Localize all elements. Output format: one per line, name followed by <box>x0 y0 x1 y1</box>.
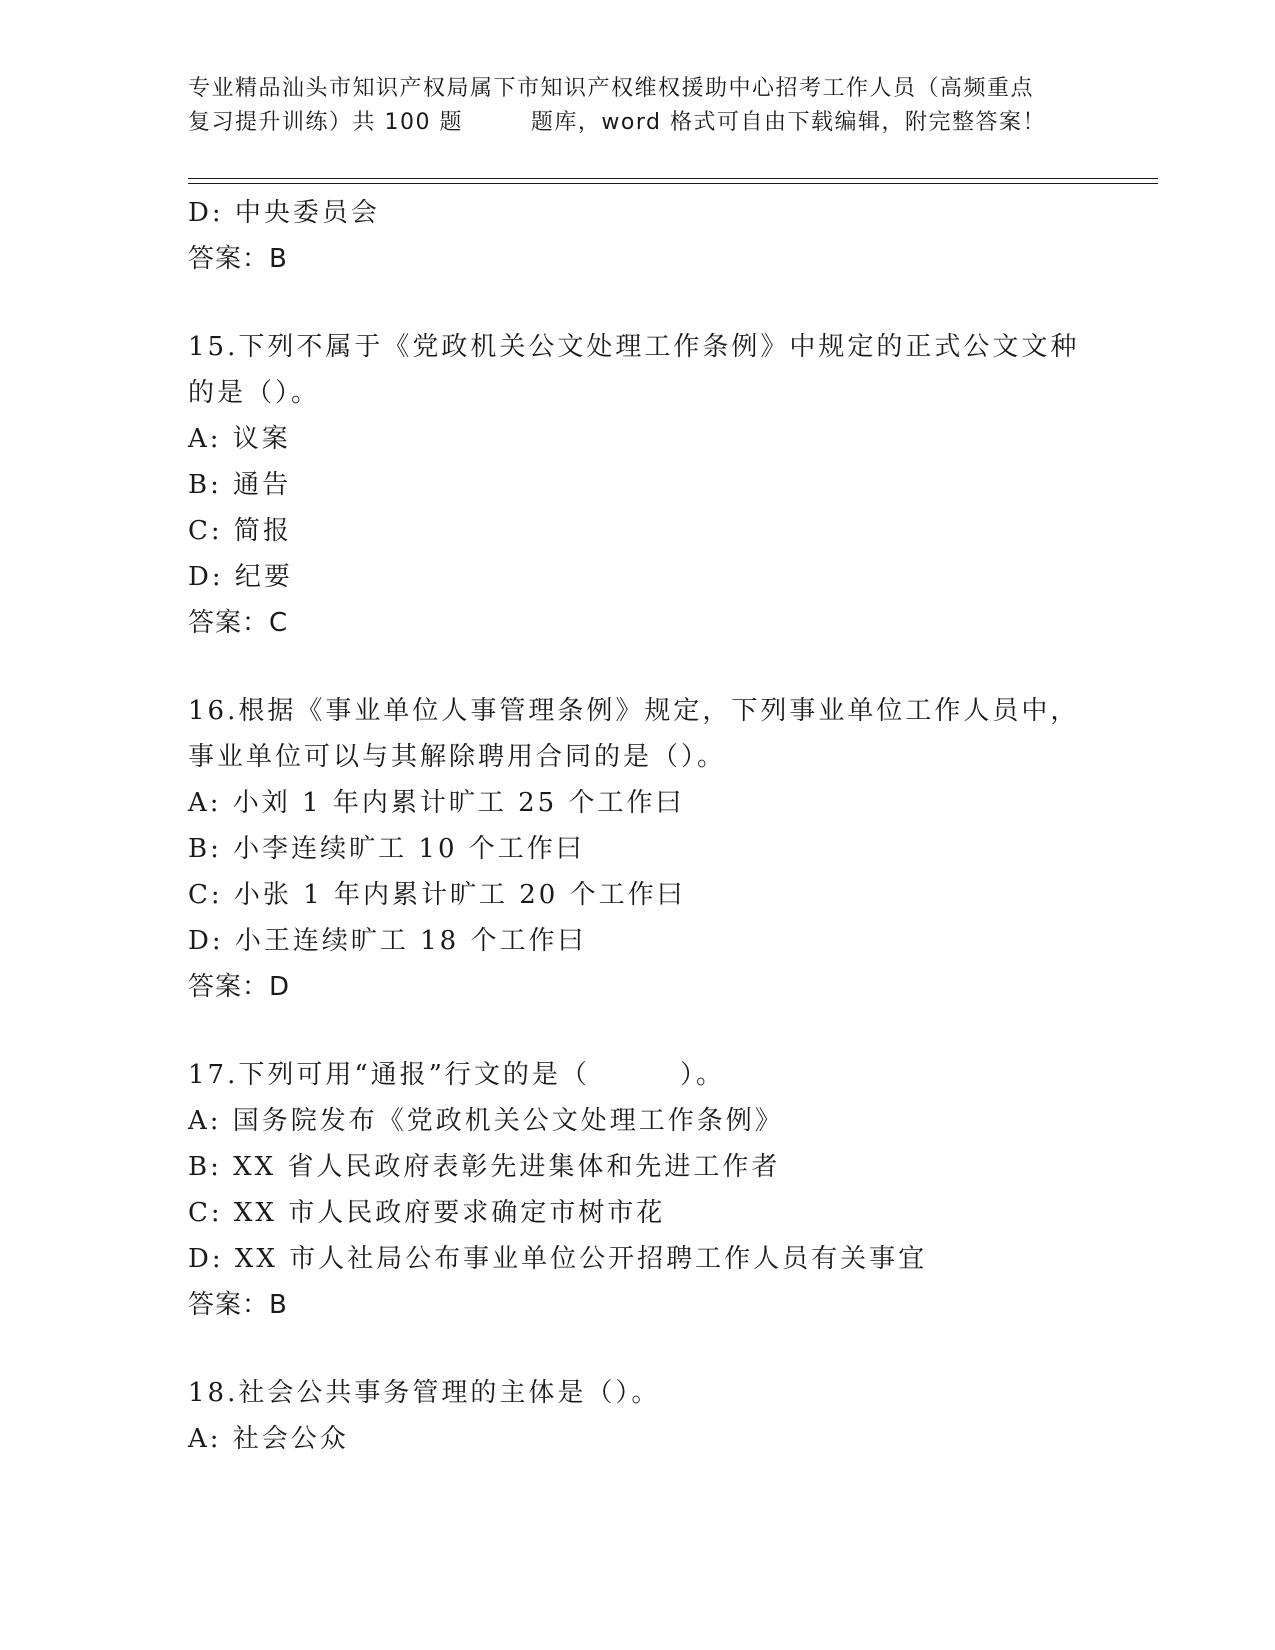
header-line-1: 专业精品汕头市知识产权局属下市知识产权维权援助中心招考工作人员（高频重点 <box>188 76 1035 101</box>
document-body <box>188 190 1088 1462</box>
option-a: A: 议案 <box>188 424 291 454</box>
answer-line: 答案：D <box>188 972 291 1002</box>
question-18 <box>188 1370 1088 1462</box>
question-17 <box>188 1052 1088 1328</box>
option-c: C: 简报 <box>188 516 292 546</box>
option-c: C: 小张 1 年内累计旷工 20 个工作曰 <box>188 880 686 910</box>
option-d: D: 中央委员会 <box>188 198 380 228</box>
option-a: A: 国务院发布《党政机关公文处理工作条例》 <box>188 1106 784 1136</box>
question-stem: 的是（）。 <box>188 378 321 408</box>
header-double-rule <box>188 178 1158 184</box>
question-stem: 15.下列不属于《党政机关公文处理工作条例》中规定的正式公文文种 <box>188 332 1080 362</box>
option-b: B: 通告 <box>188 470 292 500</box>
question-stem: 17.下列可用“通报”行文的是（ ）。 <box>188 1060 726 1090</box>
option-a: A: 小刘 1 年内累计旷工 25 个工作曰 <box>188 788 685 818</box>
answer-line: 答案：C <box>188 608 289 638</box>
question-stem: 事业单位可以与其解除聘用合同的是（）。 <box>188 742 727 772</box>
page-header <box>188 72 1088 140</box>
question-15 <box>188 324 1088 646</box>
question-stem: 16.根据《事业单位人事管理条例》规定，下列事业单位工作人员中， <box>188 696 1080 726</box>
option-b: B: 小李连续旷工 10 个工作曰 <box>188 834 585 864</box>
option-c: C: XX 市人民政府要求确定市树市花 <box>188 1198 666 1228</box>
option-d: D: 小王连续旷工 18 个工作曰 <box>188 926 587 956</box>
answer-line: 答案：B <box>188 244 288 274</box>
option-a: A: 社会公众 <box>188 1424 349 1454</box>
option-d: D: XX 市人社局公布事业单位公开招聘工作人员有关事宜 <box>188 1244 928 1274</box>
question-stem: 18.社会公共事务管理的主体是（）。 <box>188 1378 661 1408</box>
question-16 <box>188 688 1088 1010</box>
option-d: D: 纪要 <box>188 562 293 592</box>
question-carry-over <box>188 190 1088 282</box>
answer-line: 答案：B <box>188 1290 288 1320</box>
header-line-2: 复习提升训练）共 100 题 题库，word 格式可自由下载编辑，附完整答案！ <box>188 110 1046 135</box>
option-b: B: XX 省人民政府表彰先进集体和先进工作者 <box>188 1152 781 1182</box>
